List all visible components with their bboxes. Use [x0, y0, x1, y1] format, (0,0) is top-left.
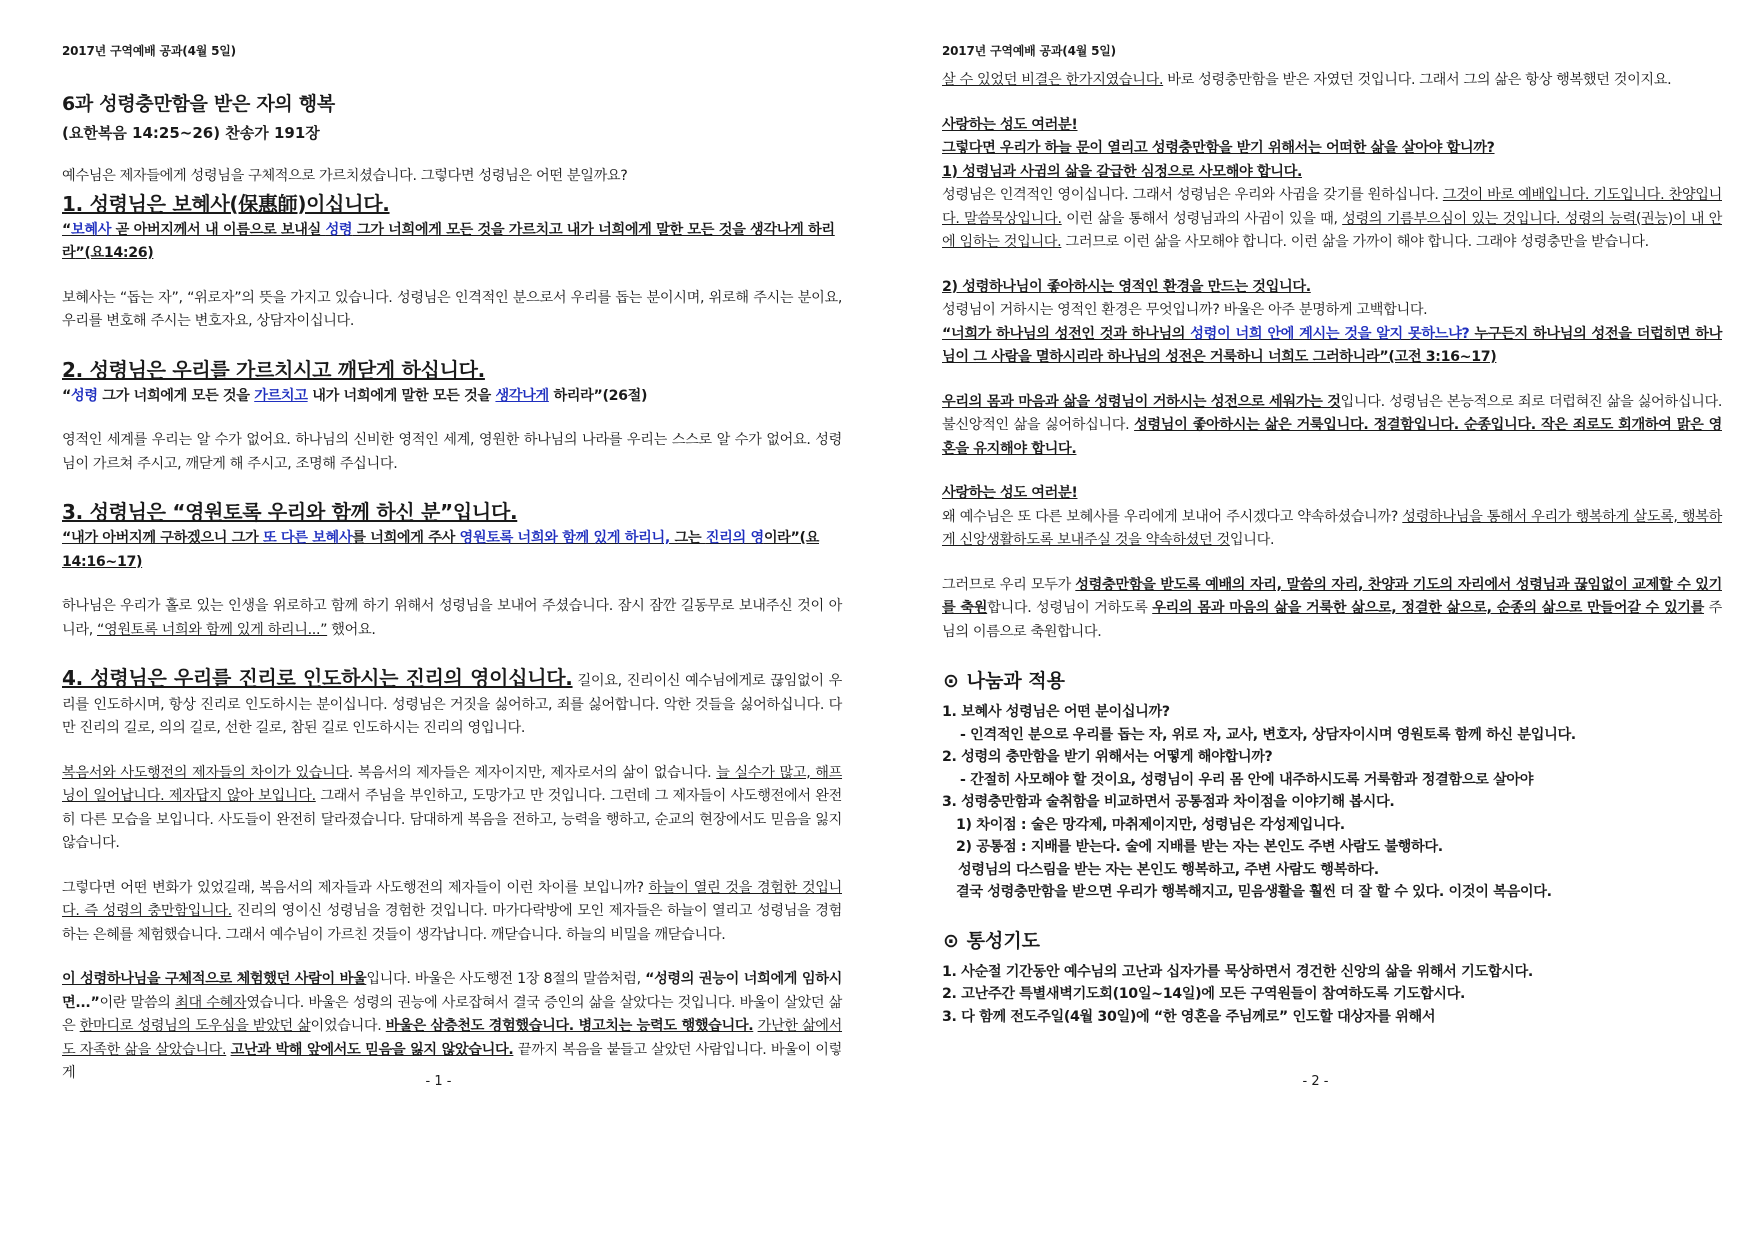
- list-item: 3. 다 함께 전도주일(4월 30일)에 “한 영혼을 주님께로” 인도할 대상자를 위해서: [942, 1008, 1436, 1025]
- paragraph-7: 이 성령하나님을 구체적으로 체험했던 사람이 바울입니다. 바울은 사도행전 1장 8절의 말씀처럼, “성령의 권능이 너희에게 임하시면...”이란 말씀의 최대 수혜자였습니다. 바울은 성령의 권능에 사로잡혀서 결국 증인의 삶을 살았다는 것입니다. 바울이 살았던 삶은 한마디로 성령님의 도우심을 받았던 삶이었습니다. 바울은 삼층천도 경험했습니다. 병고치는 능력도 행했습니다. 가난한 삶에서도 자족한 삶을 살았습니다. 고난과 박해 앞에서도 믿음을 잃지 않았습니다. 끝까지 복음을 붙들고 살았던 사람입니다. 바울이 이렇게: [62, 971, 843, 1081]
- section-2-body: 우리의 몸과 마음과 삶을 성령님이 거하시는 성전으로 세워가는 것입니다. 성령님은 본능적으로 죄로 더럽혀진 삶을 싫어하십니다. 불신앙적인 삶을 싫어하십니다. 성령님이 좋아하시는 삶은 거룩입니다. 정결함입니다. 순종입니다. 작은 죄로도 회개하여 맑은 영혼을 유지해야 합니다.: [942, 393, 1722, 457]
- page-number: - 2 -: [1302, 1074, 1329, 1089]
- list-item: 성령님의 다스림을 받는 자는 본인도 행복하고, 주변 사람도 행복하다.: [958, 861, 1379, 878]
- promise-paragraph: 왜 예수님은 또 다른 보혜사를 우리에게 보내어 주시겠다고 약속하셨습니까? 성령하나님을 통해서 우리가 행복하게 살도록, 행복하게 신앙생활하도록 보내주실 것을 약속하셨던 것입니다.: [942, 508, 1722, 548]
- circle-dot-icon: ⊙: [943, 929, 959, 952]
- heading-2: 2. 성령님은 우리를 가르치시고 깨닫게 하십니다.: [62, 357, 485, 382]
- list-item: 2. 고난주간 특별새벽기도회(10일~14일)에 모든 구역원들이 참여하도록 기도합시다.: [942, 986, 1466, 1002]
- page-2-content: [942, 42, 1722, 1028]
- list-item: 결국 성령충만함을 받으면 우리가 행복해지고, 믿음생활을 훨씬 더 잘 할 수 있다. 이것이 복음이다.: [956, 884, 1552, 900]
- paragraph-2: 영적인 세계를 우리는 알 수가 없어요. 하나님의 신비한 영적인 세계, 영원한 하나님의 나라를 우리는 스스로 알 수가 없어요. 성령님이 가르쳐 주시고, 깨닫게 해 주시고, 조명해 주십니다.: [62, 432, 842, 472]
- lesson-subtitle: (요한복음 14:25~26) 찬송가 191장: [62, 124, 320, 142]
- quote-3: “내가 아버지께 구하겠으니 그가 또 다른 보혜사를 너희에게 주사 영원토록 너희와 함께 있게 하리니, 그는 진리의 영이라”(요14:16~17): [62, 530, 819, 570]
- quote-1: “보혜사 곧 아버지께서 내 이름으로 보내실 성령 그가 너희에게 모든 것을 가르치고 내가 너희에게 말한 모든 것을 생각나게 하리라”(요14:26): [62, 221, 835, 261]
- sharing-section-title: ⊙ 나눔과 적용: [943, 670, 1066, 692]
- list-item: 3. 성령충만함과 술취함을 비교하면서 공통점과 차이점을 이야기해 봅시다.: [942, 794, 1395, 810]
- section-2-intro: 성령님이 거하시는 영적인 환경은 무엇입니까? 바울은 아주 분명하게 고백합니다.: [942, 302, 1428, 318]
- list-item: 2. 성령의 충만함을 받기 위해서는 어떻게 해야합니까?: [942, 749, 1273, 765]
- circle-dot-icon: ⊙: [943, 670, 959, 692]
- page-2: [877, 0, 1754, 1240]
- intro-paragraph: 예수님은 제자들에게 성령님을 구체적으로 가르치셨습니다. 그렇다면 성령님은 어떤 분일까요?: [62, 168, 628, 184]
- greeting-2: 사랑하는 성도 여러분!: [942, 485, 1078, 501]
- final-paragraph: 그러므로 우리 모두가 성령충만함을 받도록 예배의 자리, 말씀의 자리, 찬양과 기도의 자리에서 성령님과 끊임없이 교제할 수 있기를 축원합니다. 성령님이 거하도록 우리의 몸과 마음의 삶을 거룩한 삶으로, 정결한 삶으로, 순종의 삶으로 만들어갈 수 있기를 주님의 이름으로 축원합니다.: [942, 576, 1723, 640]
- list-item: 2) 공통점 : 지배를 받는다. 술에 지배를 받는 자는 본인도 주변 사람도 불행하다.: [956, 839, 1443, 855]
- continuation-paragraph: 살 수 있었던 비결은 한가지였습니다. 바로 성령충만함을 받은 자였던 것입니다. 그래서 그의 삶은 항상 행복했던 것이지요.: [942, 72, 1672, 88]
- section-2-title: 2) 성령하나님이 좋아하시는 영적인 환경을 만드는 것입니다.: [942, 278, 1311, 295]
- list-item: - 간절히 사모해야 할 것이요, 성령님이 우리 몸 안에 내주하시도록 거룩함과 정결함으로 살아야: [960, 771, 1534, 788]
- list-item: 1. 보혜사 성령님은 어떤 분이십니까?: [942, 704, 1170, 720]
- section-2-quote: “너희가 하나님의 성전인 것과 하나님의 성령이 너희 안에 계시는 것을 알지 못하느냐? 누구든지 하나님의 성전을 더럽히면 하나님이 그 사람을 멸하시리라 하나님의 성전은 거룩하니 너희도 그러하니라”(고전 3:16~17): [942, 325, 1722, 365]
- greeting-1: 사랑하는 성도 여러분!: [942, 116, 1078, 133]
- prayer-list: [942, 961, 1722, 1029]
- paragraph-1: 보혜사는 “돕는 자”, “위로자”의 뜻을 가지고 있습니다. 성령님은 인격적인 분으로서 우리를 돕는 분이시며, 위로해 주시는 분이요, 우리를 변호해 주시는 변호자요, 상담자이십니다.: [62, 289, 842, 329]
- section-1-body: 성령님은 인격적인 영이십니다. 그래서 성령님은 우리와 사귐을 갖기를 원하십니다. 그것이 바로 예배입니다. 기도입니다. 찬양입니다. 말씀묵상입니다. 이런 삶을 통해서 성령님과의 사귐이 있을 때, 성령의 기름부으심이 있는 것입니다. 성령의 능력(권능)이 내 안에 임하는 것입니다. 그러므로 이런 삶을 사모해야 합니다. 이런 삶을 가까이 해야 합니다. 그래야 성령충만을 받습니다.: [942, 187, 1722, 250]
- section-1-title: 1) 성령님과 사귐의 삶을 갈급한 심정으로 사모해야 합니다.: [942, 163, 1302, 180]
- heading-4: 4. 성령님은 우리를 진리로 인도하시는 진리의 영이십니다.: [62, 666, 573, 690]
- heading-1: 1. 성령님은 보혜사(保惠師)이십니다.: [62, 191, 390, 216]
- list-item: 1) 차이점 : 술은 망각제, 마취제이지만, 성령님은 각성제입니다.: [956, 816, 1345, 833]
- page-header: 2017년 구역예배 공과(4월 5일): [942, 44, 1116, 58]
- page-1-content: [62, 42, 842, 1086]
- paragraph-5: 복음서와 사도행전의 제자들의 차이가 있습니다. 복음서의 제자들은 제자이지만, 제자로서의 삶이 없습니다. 늘 실수가 많고, 해프닝이 일어납니다. 제자답지 않아 보입니다. 그래서 주님을 부인하고, 도망가고 만 것입니다. 그런데 그 제자들이 사도행전에서 완전히 다른 모습을 보입니다. 사도들이 완전히 달라졌습니다. 담대하게 복음을 전하고, 능력을 행하고, 순교의 현장에서도 믿음을 잃지 않습니다.: [62, 764, 843, 851]
- page-header: 2017년 구역예배 공과(4월 5일): [62, 44, 236, 58]
- list-item: 1. 사순절 기간동안 예수님의 고난과 십자가를 묵상하면서 경건한 신앙의 삶을 위해서 기도합시다.: [942, 963, 1533, 980]
- paragraph-3: 하나님은 우리가 홀로 있는 인생을 위로하고 함께 하기 위해서 성령님을 보내어 주셨습니다. 잠시 잠깐 길동무로 보내주신 것이 아니라, “영원토록 너희와 함께 있게 하리니...” 했어요.: [62, 598, 842, 638]
- page-number: - 1 -: [425, 1074, 452, 1089]
- paragraph-6: 그렇다면 어떤 변화가 있었길래, 복음서의 제자들과 사도행전의 제자들이 이런 차이를 보입니까? 하늘이 열린 것을 경험한 것입니다. 즉 성령의 충만함입니다. 진리의 영이신 성령님을 경험한 것입니다. 마가다락방에 모인 제자들은 하늘이 열리고 성령님을 경험하는 은혜를 체험했습니다. 그래서 예수님이 가르친 것들이 생각납니다. 깨닫습니다. 하늘의 비밀을 깨닫습니다.: [62, 879, 842, 943]
- heading-3: 3. 성령님은 “영원토록 우리와 함께 하신 분”입니다.: [62, 500, 518, 524]
- list-item: - 인격적인 분으로 우리를 돕는 자, 위로 자, 교사, 변호자, 상담자이시며 영원토록 함께 하신 분입니다.: [960, 726, 1576, 743]
- question-line: 그렇다면 우리가 하늘 문이 열리고 성령충만함을 받기 위해서는 어떠한 삶을 살아야 합니까?: [942, 140, 1495, 156]
- quote-2: “성령 그가 너희에게 모든 것을 가르치고 내가 너희에게 말한 모든 것을 생각나게 하리라”(26절): [62, 387, 648, 404]
- lesson-title: 6과 성령충만함을 받은 자의 행복: [62, 93, 335, 115]
- sharing-list: [942, 701, 1722, 904]
- prayer-section-title: ⊙ 통성기도: [943, 929, 1041, 952]
- paragraph-4: 4. 성령님은 우리를 진리로 인도하시는 진리의 영이십니다. 길이요, 진리이신 예수님에게로 끊임없이 우리를 인도하시며, 항상 진리로 인도하시는 분이십니다. 성령님은 거짓을 싫어하고, 죄를 싫어합니다. 악한 것들을 싫어하십니다. 다만 진리의 길로, 의의 길로, 선한 길로, 참된 길로 인도하시는 진리의 영입니다.: [62, 666, 843, 736]
